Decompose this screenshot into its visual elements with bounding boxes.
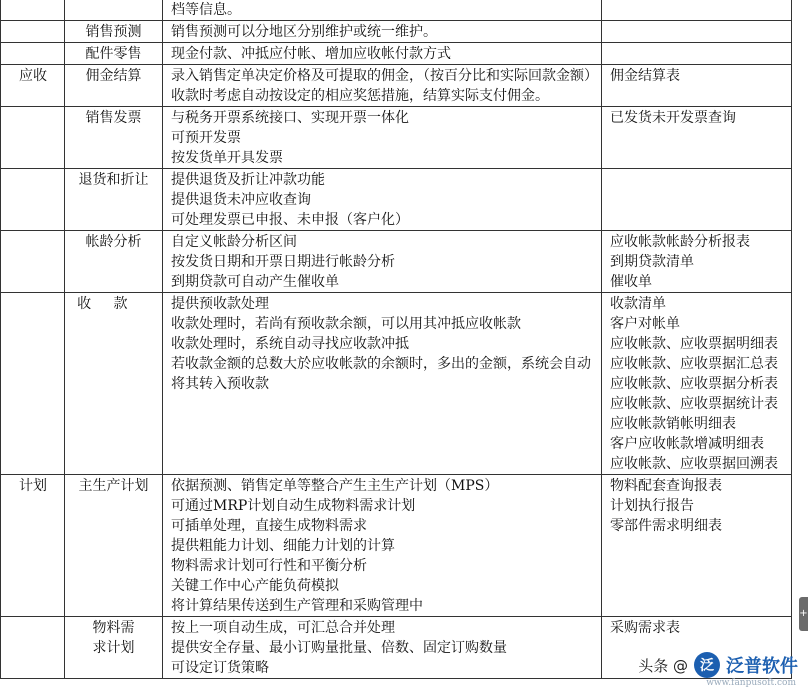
brand-logo-icon: 泛: [694, 652, 720, 678]
report-cell: 佣金结算表: [602, 65, 792, 107]
table-row: [1, 475, 792, 617]
function-cell: 档等信息。: [163, 0, 602, 21]
module-cell: [1, 21, 65, 43]
report-cell: [602, 43, 792, 65]
function-line: 若收款金额的总数大於应收帐款的余额时，多出的金额，系统会自动将其转入预收款: [171, 356, 591, 392]
submodule-cell: 销售发票: [65, 107, 163, 169]
submodule-cell: [65, 0, 163, 21]
function-cell: 依据预测、销售定单等整合产生主生产计划（MPS） 可通过MRP计划自动生成物料需求计划 可插单处理，直接生成物料需求 提供粗能力计划、细能力计划的计算 物料需求计划可行性和平衡分析 关键工作中心产能负荷模拟 将计算结果传送到生产管理和采购管理中: [163, 475, 602, 617]
report-cell: 已发货未开发票查询: [602, 107, 792, 169]
report-cell: 物料配套查询报表 计划执行报告 零部件需求明细表: [602, 475, 792, 617]
function-line: 录入销售定单决定价格及可提取的佣金，（按百分比和实际回款金额）: [171, 68, 598, 84]
submodule-cell: 退货和折让: [65, 169, 163, 231]
function-cell: [163, 65, 602, 107]
module-cell: 计划: [1, 475, 65, 617]
table-row: [1, 231, 792, 293]
module-cell: [1, 617, 65, 679]
report-cell: [602, 21, 792, 43]
report-cell: 应收帐款帐龄分析报表 到期贷款清单 催收单: [602, 231, 792, 293]
side-scroll-button[interactable]: +: [799, 597, 808, 631]
function-cell: 自定义帐龄分析区间 按发货日期和开票日期进行帐龄分析 到期贷款可自动产生催收单: [163, 231, 602, 293]
table-row: [1, 293, 792, 475]
watermark-url: www.fanpusoft.com: [706, 678, 796, 688]
module-cell: [1, 0, 65, 21]
submodule-cell: 佣金结算: [65, 65, 163, 107]
report-cell: 采购需求表: [602, 617, 792, 679]
submodule-cell: 销售预测: [65, 21, 163, 43]
function-line: 收款时考虑自动按设定的相应奖惩措施，结算实际支付佣金。: [171, 88, 549, 104]
submodule-cell: 配件零售: [65, 43, 163, 65]
watermark-brand: 泛普软件: [726, 656, 798, 677]
function-cell: 提供预收款处理 收款处理时，若尚有预收款余额，可以用其冲抵应收帐款 收款处理时，系统自动寻找应收款冲抵 若收款金额的总数大於应收帐款的余额时，多出的金额，系统会自动将其转入预收款: [163, 293, 602, 475]
table-row: [1, 43, 792, 65]
module-cell: [1, 231, 65, 293]
watermark: [638, 650, 798, 680]
submodule-cell: 物料需求计划: [65, 617, 163, 679]
report-cell: [602, 0, 792, 21]
submodule-cell: 帐龄分析: [65, 231, 163, 293]
submodule-cell: 收款: [65, 293, 163, 475]
module-cell: 应收: [1, 65, 65, 107]
table-row: [1, 107, 792, 169]
table-row: [1, 169, 792, 231]
function-cell: 销售预测可以分地区分别维护或统一维护。: [163, 21, 602, 43]
report-cell: [602, 169, 792, 231]
function-cell: 按上一项自动生成，可汇总合并处理 提供安全存量、最小订购量批量、倍数、固定订购数量 可设定订货策略: [163, 617, 602, 679]
table-row: [1, 65, 792, 107]
module-cell: [1, 43, 65, 65]
function-cell: 提供退货及折让冲款功能 提供退货未冲应收查询 可处理发票已申报、未申报（客户化）: [163, 169, 602, 231]
watermark-handle: 头条 @: [638, 656, 688, 675]
module-cell: [1, 293, 65, 475]
function-cell: 与税务开票系统接口、实现开票一体化 可预开发票 按发货单开具发票: [163, 107, 602, 169]
table-row: [1, 0, 792, 21]
submodule-cell: 主生产计划: [65, 475, 163, 617]
module-cell: [1, 107, 65, 169]
table-row: [1, 21, 792, 43]
function-cell: 现金付款、冲抵应付帐、增加应收帐付款方式: [163, 43, 602, 65]
module-cell: [1, 169, 65, 231]
report-cell: 收款清单 客户对帐单 应收帐款、应收票据明细表 应收帐款、应收票据汇总表 应收帐款、应收票据分析表 应收帐款、应收票据统计表 应收帐款销帐明细表 客户应收帐款增减明细表 应收帐款、应收票据回溯表: [602, 293, 792, 475]
